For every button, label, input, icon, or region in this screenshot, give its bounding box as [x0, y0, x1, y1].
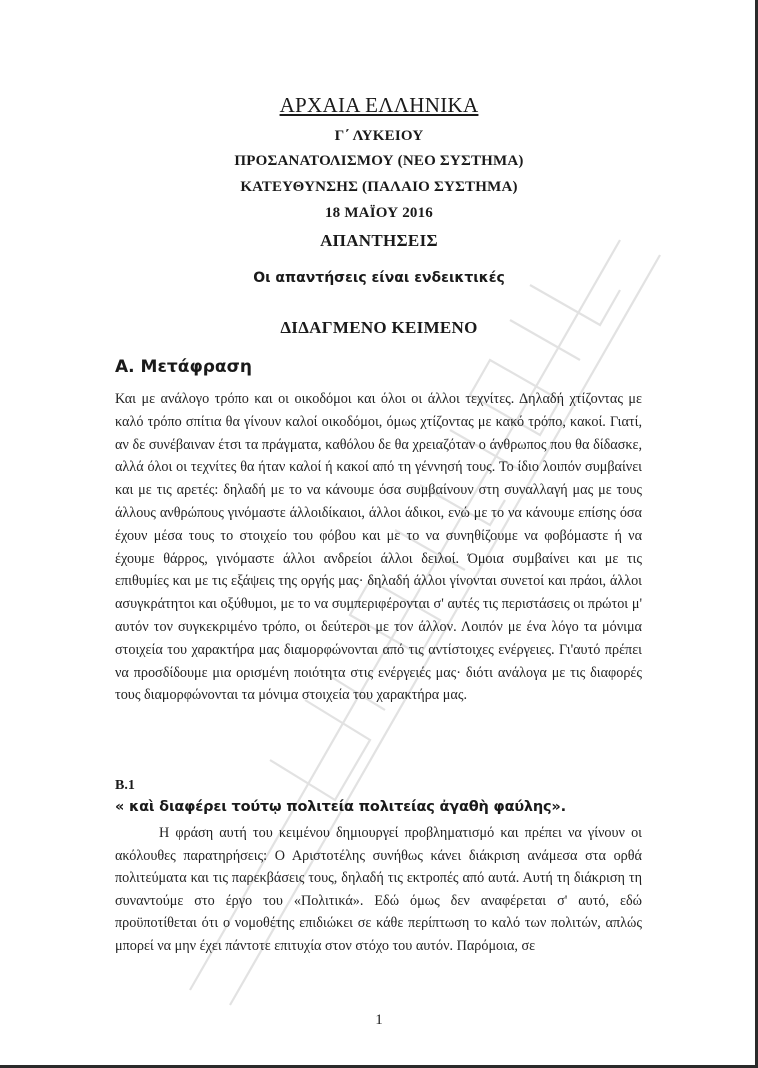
section-a-heading: Α. Μετάφραση [115, 357, 252, 377]
class-line: Γ΄ ΛΥΚΕΙΟΥ [334, 128, 424, 144]
exam-date: 18 ΜΑΪΟΥ 2016 [324, 205, 434, 221]
taught-text-heading: ΔΙΔΑΓΜΕΝΟ ΚΕΙΜΕΝΟ [280, 318, 478, 337]
indicative-note: Οι απαντήσεις είναι ενδεικτικές [253, 270, 505, 286]
page-number: 1 [375, 1012, 383, 1028]
answers-heading: ΑΠΑΝΤΗΣΕΙΣ [320, 231, 438, 250]
translation-paragraph: Και με ανάλογο τρόπο και οι οικοδόμοι και όλοι οι άλλοι τεχνίτες. Δηλαδή χτίζοντας με καλό τρόπο σπίτια θα γίνουν καλοί οικοδόμοι, όμως χτίζοντας με κακό τρόπο, κακοί. Γιατί, αν δε συνέβαιναν έτσι τα πράγματα, καθόλου δε θα χρειαζόταν ο άνθρωπος που θα δίδασκε, αλλά όλοι οι τεχνίτες θα ήταν καλοί ή κακοί από τη γέννησή τους. Το ίδιο λοιπόν συμβαίνει και με τις αρετές: δηλαδή με το να κάνουμε όσα συμβαίνουν στη συναλλαγή μας με τους άλλους ανθρώπους γινόμαστε άλλοιδίκαιοι, άλλοι άδικοι, ενώ με το να κάνουμε επίσης όσα έχουν μέσα τους το στοιχείο του φόβου και με το να συνηθίζουμε να φοβόμαστε ή να έχουμε θάρρος, γινόμαστε άλλοι ανδρείοι άλλοι δειλοί. Όμοια συμβαίνει και με τις επιθυμίες και με τις εξάψεις της οργής μας· δηλαδή άλλοι γίνονται συνετοί και πράοι, άλλοι ασυγκράτητοι και οξύθυμοι, με το να συμπεριφέρονται σ' αυτές τις περιστάσεις οι πρώτοι μ' αυτόν τον συγκεκριμένο τρόπο, οι δεύτεροι με τον άλλον. Λοιπόν με ένα λόγο τα μόνιμα στοιχεία του χαρακτήρα μας διαμορφώνονται από τις αντίστοιχες ενέργειες. Γι'αυτό πρέπει να προσδίδουμε μια ορισμένη ποιότητα στις ενέργειές μας· διότι ανάλογα με τις διαφορές τους διαμορφώνονται τα μόνιμα στοιχεία του χαρακτήρα μας. [115, 391, 642, 704]
document-title: ΑΡΧΑΙΑ ΕΛΛΗΝΙΚΑ [279, 93, 479, 117]
section-b1-quote: « καὶ διαφέρει τούτῳ πολιτεία πολιτείας ἀγαθὴ φαύλης». [115, 799, 566, 815]
orientation-line: ΠΡΟΣΑΝΑΤΟΛΙΣΜΟΥ (ΝΕΟ ΣΥΣΤΗΜΑ) [234, 153, 524, 169]
section-b1-paragraph: Η φράση αυτή του κειμένου δημιουργεί προβληματισμό και πρέπει να γίνουν οι ακόλουθες παρατηρήσεις: Ο Αριστοτέλης συνήθως κάνει διάκριση ανάμεσα στα ορθά πολιτεύματα και τις παρεκβάσεις τους, δηλαδή τις εκτροπές από αυτά. Αυτή τη διάκριση τη συναντούμε στο έργο του «Πολιτικά». Εδώ όμως δεν αναφέρεται σ' αυτό, εδώ προϋποτίθεται ότι ο νομοθέτης επιδιώκει σε κάθε περίπτωση το καλό των πολιτών, απλώς μπορεί να μην έχει πάντοτε επιτυχία στον στόχο του αυτόν. Παρόμοια, σε [115, 825, 642, 954]
direction-line: ΚΑΤΕΥΘΥΝΣΗΣ (ΠΑΛΑΙΟ ΣΥΣΤΗΜΑ) [240, 179, 518, 195]
section-b1-heading: Β.1 [115, 778, 135, 793]
